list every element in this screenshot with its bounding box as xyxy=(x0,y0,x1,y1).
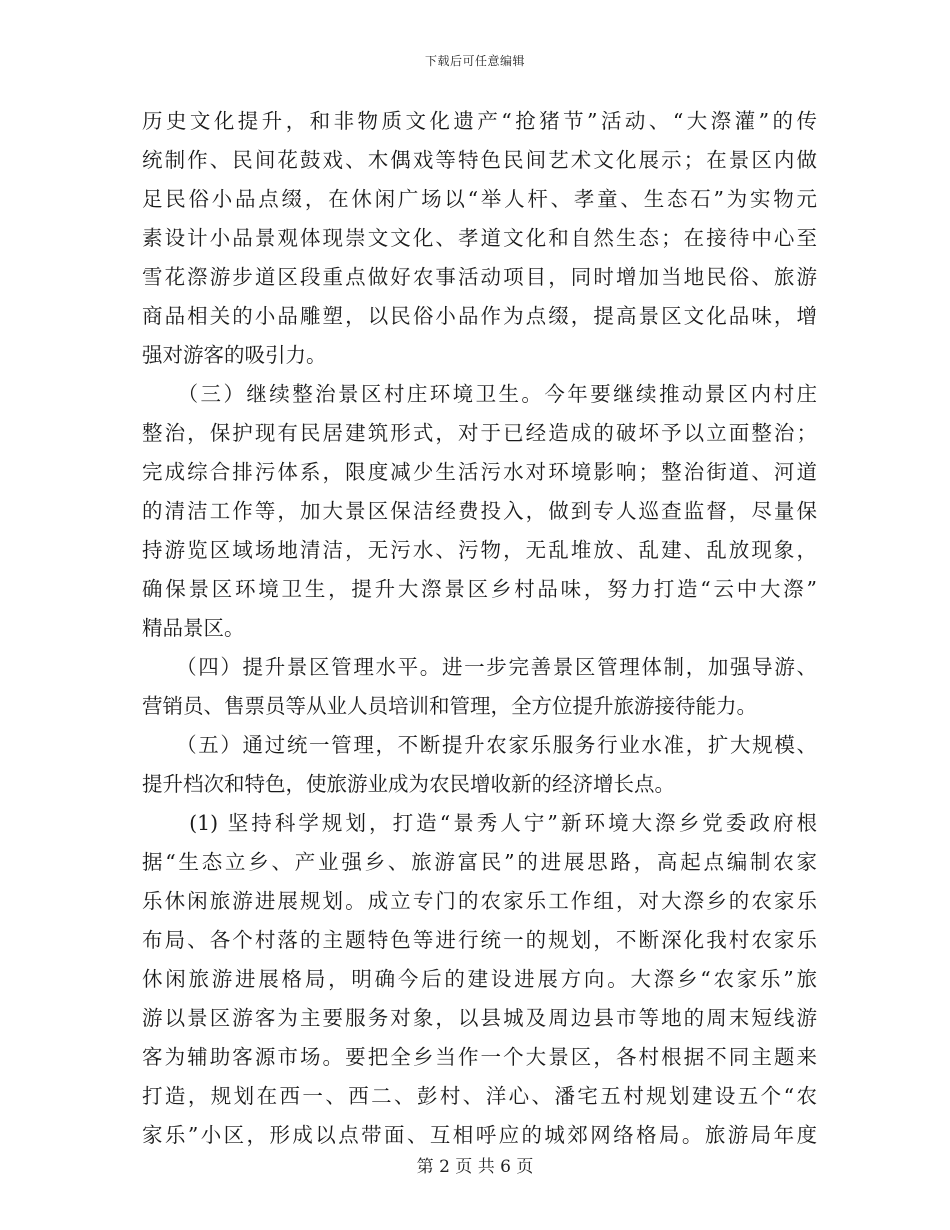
page-number-footer: 第 2 页 共 6 页 xyxy=(416,1157,534,1177)
page-header: 下载后可任意编辑 xyxy=(424,54,525,68)
text-line: 完成综合排污体系，限度减少生活污水对环境影响；整治街道、河道 xyxy=(142,460,817,484)
text-line: 游以景区游客为主要服务对象，以县城及周边县市等地的周末短线游 xyxy=(142,1006,817,1030)
text-line: 持游览区域场地清洁，无污水、污物，无乱堆放、乱建、乱放现象， xyxy=(142,538,817,562)
document-body xyxy=(142,102,817,1155)
text-line: 布局、各个村落的主题特色等进行统一的规划，不断深化我村农家乐 xyxy=(142,928,817,952)
text-line: 的清洁工作等，加大景区保洁经费投入，做到专人巡查监督，尽量保 xyxy=(142,499,817,523)
text-line: 精品景区。 xyxy=(142,616,245,640)
text-line: 强对游客的吸引力。 xyxy=(142,343,327,367)
text-line: (1) 坚持科学规划，打造“景秀人宁”新环境大漈乡党委政府根 xyxy=(142,811,817,835)
text-line: 历史文化提升，和非物质文化遗产“抢猪节”活动、“大漈灌”的传 xyxy=(142,109,817,133)
text-line: （三）继续整治景区村庄环境卫生。今年要继续推动景区内村庄 xyxy=(142,382,817,406)
text-line: 足民俗小品点缀，在休闲广场以“举人杆、孝童、生态石”为实物元 xyxy=(142,187,817,211)
text-line: 雪花漈游步道区段重点做好农事活动项目，同时增加当地民俗、旅游 xyxy=(142,265,817,289)
text-line: 据“生态立乡、产业强乡、旅游富民”的进展思路，高起点编制农家 xyxy=(142,850,817,874)
text-line: 乐休闲旅游进展规划。成立专门的农家乐工作组，对大漈乡的农家乐 xyxy=(142,889,817,913)
text-line: 整治，保护现有民居建筑形式，对于已经造成的破坏予以立面整治； xyxy=(142,421,817,445)
text-line: 商品相关的小品雕塑，以民俗小品作为点缀，提高景区文化品味，增 xyxy=(142,304,817,328)
text-line: 客为辅助客源市场。要把全乡当作一个大景区，各村根据不同主题来 xyxy=(142,1045,817,1069)
text-line: 统制作、民间花鼓戏、木偶戏等特色民间艺术文化展示；在景区内做 xyxy=(142,148,817,172)
text-line: （四）提升景区管理水平。进一步完善景区管理体制，加强导游、 xyxy=(142,655,817,679)
text-line: 营销员、售票员等从业人员培训和管理，全方位提升旅游接待能力。 xyxy=(142,694,757,718)
text-line: 休闲旅游进展格局，明确今后的建设进展方向。大漈乡“农家乐”旅 xyxy=(142,967,817,991)
text-line: 确保景区环境卫生，提升大漈景区乡村品味，努力打造“云中大漈” xyxy=(142,577,817,601)
text-line: （五）通过统一管理，不断提升农家乐服务行业水准，扩大规模、 xyxy=(142,733,817,757)
text-line: 打造，规划在西一、西二、彭村、洋心、潘宅五村规划建设五个“农 xyxy=(142,1084,817,1108)
text-line: 素设计小品景观体现崇文文化、孝道文化和自然生态；在接待中心至 xyxy=(142,226,817,250)
text-line: 提升档次和特色，使旅游业成为农民增收新的经济增长点。 xyxy=(142,772,675,796)
text-line: 家乐”小区，形成以点带面、互相呼应的城郊网络格局。旅游局年度 xyxy=(142,1123,817,1147)
